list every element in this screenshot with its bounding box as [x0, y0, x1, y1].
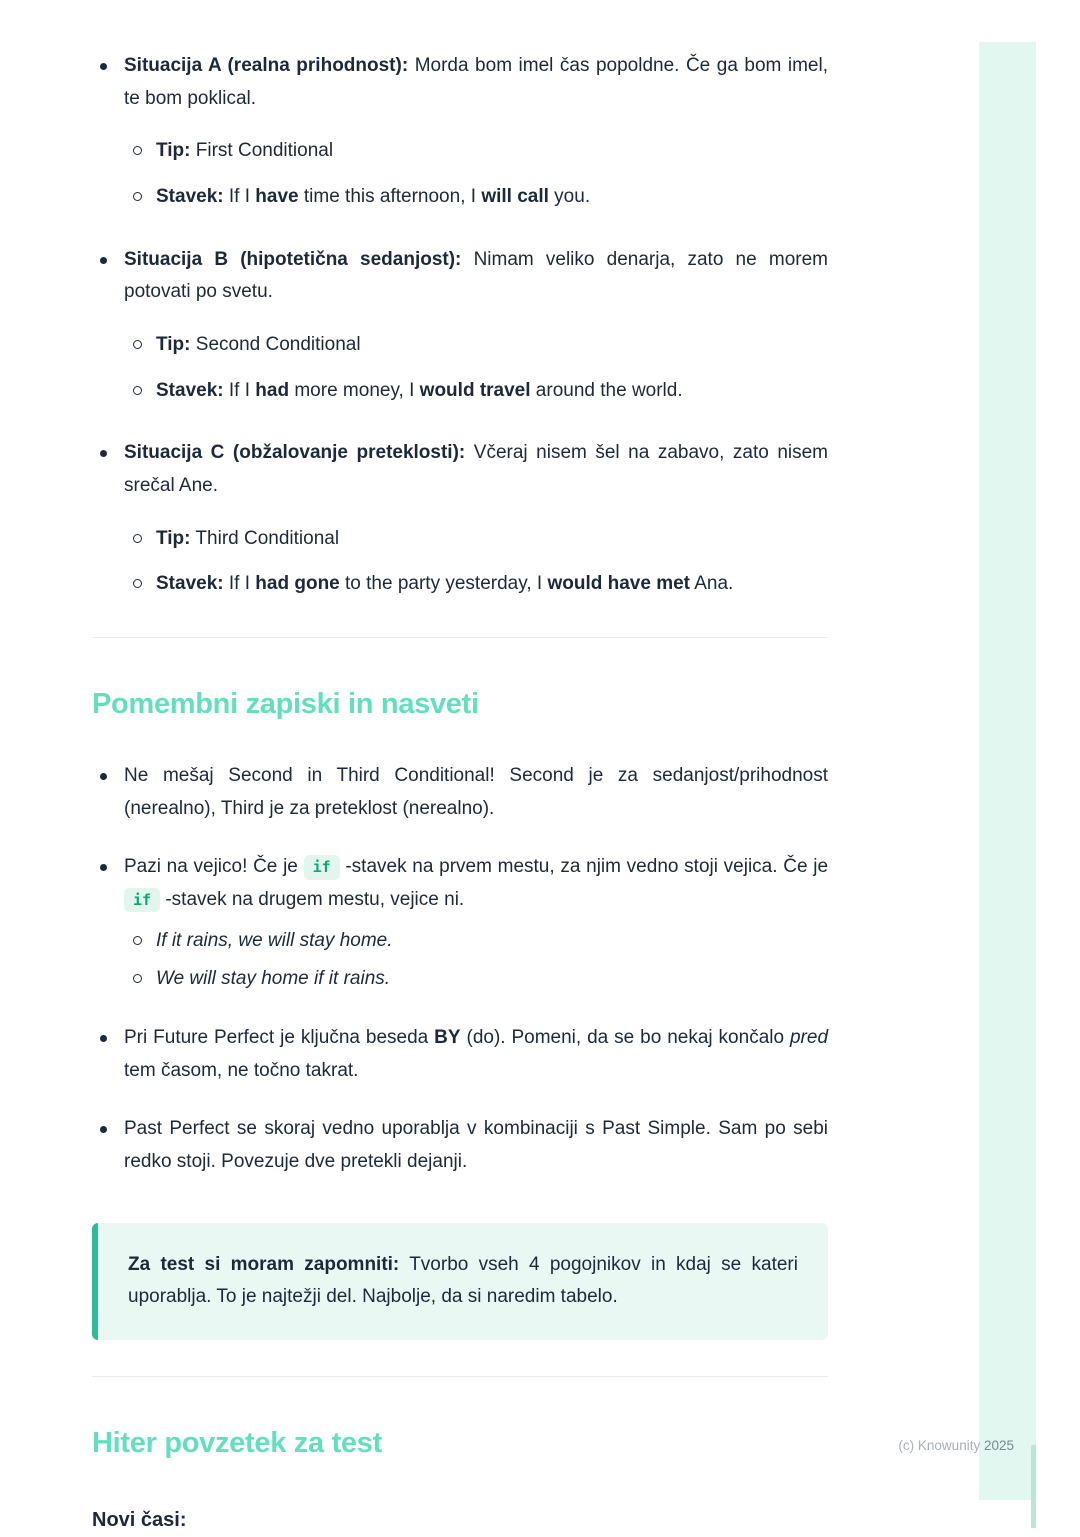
note-3-text — [124, 1022, 828, 1087]
situation-a-desc: Morda bom imel čas popoldne. Če ga bom imel, te bom poklical. — [124, 55, 828, 109]
note-item-4 — [92, 1113, 828, 1178]
situation-c-desc: Včeraj nisem šel na zabavo, zato nisem srečal Ane. — [124, 442, 828, 497]
tip-label: Tip: — [156, 527, 191, 549]
document-content — [92, 50, 828, 1537]
sentence-bold: had — [255, 379, 290, 401]
tip-label: Tip: — [156, 334, 191, 356]
section-divider — [92, 637, 828, 638]
situation-b-item — [92, 244, 828, 408]
sentence-line — [156, 568, 828, 601]
tip-label: Tip: — [156, 140, 191, 162]
note-part: Pri Future Perfect je ključna beseda — [124, 1026, 435, 1048]
notes-section-heading: Pomembni zapiski in nasveti — [92, 688, 479, 721]
sentence-bold: have — [255, 186, 299, 208]
if-code-chip: if — [304, 855, 340, 879]
note-4-text: Past Perfect se skoraj vedno uporablja v kombinaciji s Past Simple. Sam po sebi redko stoji. Povezuje dve pretekli dejanji. — [124, 1118, 828, 1172]
copyright-year: 2025 — [983, 1438, 1014, 1453]
note-1-text: Ne mešaj Second in Third Conditional! Second je za sedanjost/prihodnost (nerealno), Third je za preteklost (nerealno). — [124, 764, 828, 819]
copyright-text: (c) Knowunity — [898, 1438, 984, 1453]
situation-a-sublist — [124, 135, 828, 213]
note-item-3 — [92, 1022, 828, 1087]
sentence-bold: had gone — [255, 573, 340, 595]
note-part: tem časom, ne točno takrat. — [124, 1059, 359, 1081]
sentence-part: If I — [228, 379, 256, 401]
situation-a-item — [92, 50, 828, 214]
section-divider — [92, 1376, 828, 1377]
note-italic: pred — [789, 1026, 829, 1048]
situation-c-paragraph — [124, 437, 828, 502]
situation-b-desc: Nimam veliko denarja, zato ne morem potovati po svetu. — [124, 248, 828, 303]
sentence-part: around the world. — [530, 379, 683, 401]
situation-b-label: Situacija B (hipotetična sedanjost): — [124, 248, 462, 270]
notes-list — [92, 760, 828, 1179]
tip-line — [156, 329, 828, 362]
note-2-examples — [124, 925, 828, 996]
example-sentence: We will stay home if it rains. — [156, 968, 391, 990]
situation-c-label: Situacija C (obžalovanje preteklosti): — [124, 442, 466, 464]
situation-c-item — [92, 437, 828, 601]
callout-text — [128, 1249, 798, 1314]
tip-text: Second Conditional — [195, 334, 361, 356]
callout-lead: Za test si moram zapomniti: — [128, 1253, 400, 1275]
tip-item — [124, 523, 828, 556]
tip-text: Third Conditional — [195, 527, 340, 549]
note-item-2 — [92, 851, 828, 996]
sentence-item — [124, 375, 828, 408]
sentence-bold: would have met — [547, 573, 690, 595]
sentence-part: Ana. — [689, 573, 734, 595]
sentence-part: more money, I — [289, 379, 420, 401]
new-tenses-subheading: Novi časi: — [92, 1508, 187, 1531]
tip-line — [156, 135, 828, 168]
sentence-label: Stavek: — [156, 186, 224, 208]
sentence-line — [156, 181, 828, 214]
scrollbar-thumb[interactable] — [1031, 1445, 1036, 1528]
situation-c-sublist — [124, 523, 828, 601]
note-bold: BY — [434, 1026, 461, 1048]
copyright-note — [898, 1438, 1014, 1453]
situations-list — [92, 50, 828, 601]
note-item-1 — [92, 760, 828, 825]
note-part: Pazi na vejico! Če je — [124, 856, 304, 878]
sentence-label: Stavek: — [156, 573, 224, 595]
sentence-part: If I — [228, 573, 256, 595]
note-2-text — [124, 851, 828, 916]
sentence-item — [124, 568, 828, 601]
situation-a-paragraph — [124, 50, 828, 115]
sentence-part: you. — [548, 186, 591, 208]
sentence-part: to the party yesterday, I — [339, 573, 548, 595]
situation-b-sublist — [124, 329, 828, 407]
example-sentence: If it rains, we will stay home. — [156, 929, 393, 951]
sentence-item — [124, 181, 828, 214]
callout-body: Tvorbo vseh 4 pogojnikov in kdaj se kateri uporablja. To je najtežji del. Najbolje, da si naredim tabelo. — [128, 1253, 798, 1308]
test-reminder-callout — [92, 1223, 828, 1340]
sentence-bold: will call — [481, 186, 549, 208]
example-item — [124, 925, 828, 958]
summary-section-heading: Hiter povzetek za test — [92, 1427, 382, 1459]
situation-a-label: Situacija A (realna prihodnost): — [124, 55, 409, 76]
right-decoration-strip — [979, 42, 1036, 1500]
note-part: -stavek na prvem mestu, za njim vedno stoji vejica. Če je — [339, 856, 829, 878]
tip-item — [124, 135, 828, 168]
sentence-part: time this afternoon, I — [298, 186, 482, 208]
if-code-chip: if — [124, 888, 160, 912]
example-item — [124, 963, 828, 996]
sentence-bold: would travel — [419, 379, 531, 401]
note-part: -stavek na drugem mestu, vejice ni. — [160, 888, 465, 910]
tip-line — [156, 523, 828, 556]
sentence-label: Stavek: — [156, 379, 224, 401]
situation-b-paragraph — [124, 244, 828, 309]
sentence-line — [156, 375, 828, 408]
note-part: (do). Pomeni, da se bo nekaj končalo — [460, 1026, 790, 1048]
tip-text: First Conditional — [195, 140, 334, 162]
tip-item — [124, 329, 828, 362]
sentence-part: If I — [228, 186, 256, 208]
